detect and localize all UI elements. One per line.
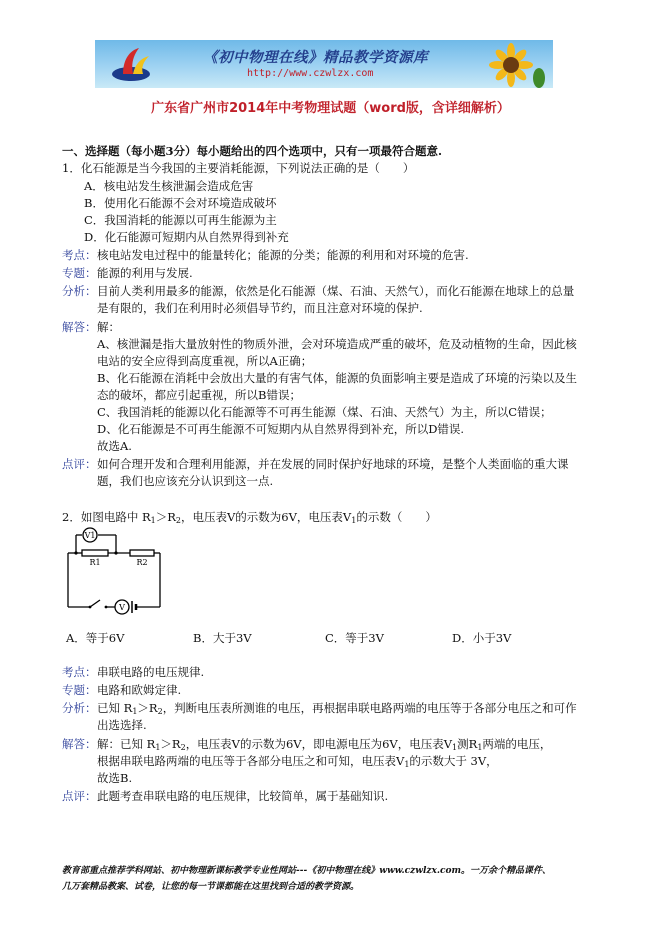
q2-jieda-line: 根据串联电路两端的电压等于各部分电压之和可知，电压表$V_1$的示数大于 3V， — [97, 754, 498, 769]
q2-kaodian-label: 考点： — [62, 665, 97, 679]
v-label: V — [119, 603, 125, 612]
q2-option-d: D．小于3V — [452, 631, 512, 645]
q2-fenxi-label: 分析： — [62, 701, 97, 715]
q2-option-a: A．等于6V — [66, 631, 125, 645]
q2-kaodian: 串联电路的电压规律. — [97, 665, 205, 679]
circuit-diagram — [62, 527, 166, 617]
page-footer — [62, 863, 551, 895]
q1-jieda-line: B、化石能源在消耗中会放出大量的有害气体，能源的负面影响主要是造成了环境的污染以及生 — [97, 371, 577, 385]
q2-fenxi-line: 出选选择. — [97, 718, 147, 732]
banner-url[interactable]: http://www.czwlzx.com — [247, 68, 374, 79]
q2-jieda-line: 解：已知 $R_1>R_2$，电压表V的示数为6V，即电源电压为6V，电压表$V_1$测$R_1$两端的电压， — [97, 737, 552, 752]
q1-kaodian: 核电站发电过程中的能量转化；能源的分类；能源的利用和对环境的危害. — [97, 248, 469, 262]
q2-dianping-label: 点评： — [62, 789, 97, 803]
q1-jieda-line: 态的破坏，都应引起重视，所以B错误； — [97, 388, 301, 402]
q1-option-c: C．我国消耗的能源以可再生能源为主 — [84, 213, 277, 227]
q1-fenxi-line: 是有限的，我们在利用时必须倡导节约，而且注意对环境的保护. — [97, 301, 423, 315]
q2-option-b: B．大于3V — [193, 631, 252, 645]
v1-label: V1 — [84, 531, 96, 540]
q1-dianping-line: 如何合理开发和合理利用能源，并在发展的同时保护好地球的环境，是整个人类面临的重大课 — [97, 457, 569, 471]
footer-line: 几万套精品教案、试卷，让您的每一节课都能在这里找到合适的教学资源。 — [62, 882, 360, 892]
sunflower-icon — [473, 42, 547, 88]
q1-jieda-line: 电站的安全应得到高度重视，所以A正确； — [97, 354, 313, 368]
q2-option-c: C．等于3V — [325, 631, 384, 645]
q2-jieda-label: 解答： — [62, 737, 97, 751]
q2-zhuanti: 电路和欧姆定律. — [97, 683, 182, 697]
site-banner — [95, 40, 553, 88]
q1-dianping-label: 点评： — [62, 457, 97, 471]
q1-jieda-label: 解答： — [62, 320, 97, 334]
q1-kaodian-label: 考点： — [62, 248, 97, 262]
q2-stem: 2．如图电路中 $R_1>R_2$，电压表V的示数为6V，电压表$V_1$的示数（ ） — [62, 510, 437, 525]
q1-zhuanti: 能源的利用与发展. — [97, 266, 193, 280]
q1-jieda-line: A、核泄漏是指大量放射性的物质外泄，会对环境造成严重的破坏，危及动植物的生命，因此核 — [97, 337, 577, 351]
site-logo-icon — [109, 44, 153, 84]
q1-fenxi-label: 分析： — [62, 284, 97, 298]
q1-stem: 1．化石能源是当今我国的主要消耗能源，下列说法正确的是（ ） — [62, 161, 415, 175]
q1-jieda-line: 故选A. — [97, 439, 132, 453]
q1-option-a: A．核电站发生核泄漏会造成危害 — [84, 179, 254, 193]
q2-jieda-line: 故选B. — [97, 771, 133, 785]
q2-dianping: 此题考查串联电路的电压规律，比较简单，属于基础知识. — [97, 789, 389, 803]
q1-option-b: B．使用化石能源不会对环境造成破坏 — [84, 196, 277, 210]
footer-line: 教育部重点推荐学科网站、初中物理新课标教学专业性网站---《初中物理在线》www.czwlzx.com。一万余个精品课件、 — [62, 866, 552, 876]
q2-fenxi-line: 已知 $R_1>R_2$，判断电压表所测谁的电压，再根据串联电路两端的电压等于各部分电压之和可作 — [97, 701, 577, 716]
q1-dianping-line: 题，我们也应该充分认识到这一点. — [97, 474, 274, 488]
q1-jieda-line: C、我国消耗的能源以化石能源等不可再生能源（煤、石油、天然气）为主，所以C错误； — [97, 405, 552, 419]
r1-label: R1 — [89, 558, 101, 567]
q1-zhuanti-label: 专题： — [62, 266, 97, 280]
document-title: 广东省广州市2014年中考物理试题（word版，含详细解析） — [151, 101, 510, 116]
r2-label: R2 — [136, 558, 148, 567]
banner-title: 《初中物理在线》精品教学资源库 — [203, 50, 428, 66]
section-heading: 一、选择题（每小题3分）每小题给出的四个选项中，只有一项最符合题意. — [62, 144, 443, 158]
q1-jieda-line: D、化石能源是不可再生能源不可短期内从自然界得到补充，所以D错误. — [97, 422, 465, 436]
q1-option-d: D．化石能源可短期内从自然界得到补充 — [84, 230, 289, 244]
q2-zhuanti-label: 专题： — [62, 683, 97, 697]
q1-fenxi-line: 目前人类利用最多的能源，依然是化石能源（煤、石油、天然气），而化石能源在地球上的总量 — [97, 284, 575, 298]
q1-jieda-head: 解： — [97, 320, 120, 334]
